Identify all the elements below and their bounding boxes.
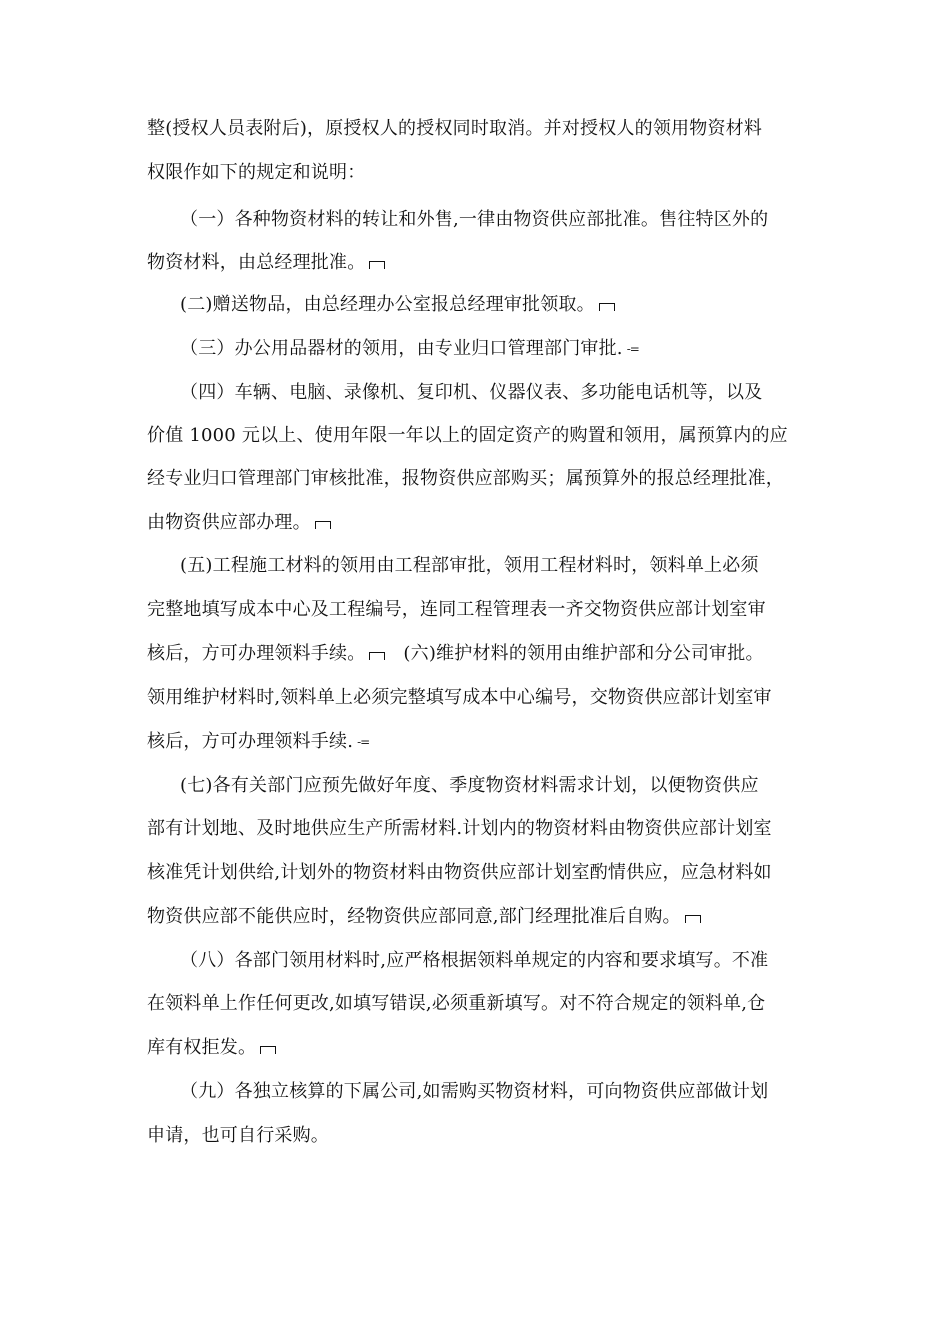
- line-text: 库有权拒发。: [147, 1037, 257, 1058]
- text-line: [147, 904, 701, 930]
- paragraph-mark-icon: [369, 652, 385, 660]
- line-text-tail: (六)维护材料的领用由维护部和分公司审批。: [403, 643, 764, 664]
- text-line: [147, 685, 772, 711]
- text-line: [180, 336, 639, 362]
- line-text: 部有计划地、及时地供应生产所需材料.计划内的物资材料由物资供应部计划室: [147, 818, 772, 839]
- text-line: [147, 1123, 329, 1149]
- line-text: （九）各独立核算的下属公司,如需购买物资材料，可向物资供应部做计划: [180, 1081, 769, 1102]
- line-text: （三）办公用品器材的领用，由专业归口管理部门审批.: [180, 338, 623, 359]
- line-text: 核后，方可办理领料手续。: [147, 643, 366, 664]
- line-text: （一）各种物资材料的转让和外售,一律由物资供应部批准。售往特区外的: [180, 209, 769, 230]
- line-text: 经专业归口管理部门审核批准，报物资供应部购买；属预算外的报总经理批准，: [147, 468, 784, 489]
- line-text: (二)赠送物品，由总经理办公室报总经理审批领取。: [180, 294, 595, 315]
- text-line: [147, 510, 331, 536]
- text-line: [147, 116, 762, 142]
- paragraph-mark-icon: [315, 521, 331, 529]
- line-text: （八）各部门领用材料时,应严格根据领料单规定的内容和要求填写。不准: [180, 950, 769, 971]
- line-text: 核后，方可办理领料手续.: [147, 731, 354, 752]
- text-line: [180, 553, 759, 579]
- line-text: 领用维护材料时,领料单上必须完整填写成本中心编号，交物资供应部计划室审: [147, 687, 772, 708]
- text-line: [147, 729, 369, 755]
- text-line: [180, 380, 762, 406]
- text-line: [147, 816, 772, 842]
- line-text: 完整地填写成本中心及工程编号，连同工程管理表一齐交物资供应部计划室审: [147, 599, 766, 620]
- paragraph-mark-icon: -=: [357, 735, 370, 749]
- paragraph-mark-icon: [685, 915, 701, 923]
- text-line: [147, 466, 784, 492]
- text-line: [147, 991, 765, 1017]
- line-text: 权限作如下的规定和说明：: [147, 162, 366, 183]
- line-text: (七)各有关部门应预先做好年度、季度物资材料需求计划，以便物资供应: [180, 775, 759, 796]
- line-text: 物资供应部不能供应时，经物资供应部同意,部门经理批准后自购。: [147, 906, 681, 927]
- line-text: 物资材料，由总经理批准。: [147, 252, 366, 273]
- text-line: [180, 207, 768, 233]
- text-line: [180, 1079, 768, 1105]
- text-line: [147, 860, 772, 886]
- paragraph-mark-icon: [369, 261, 385, 269]
- text-line: [180, 948, 768, 974]
- line-text: 价值 1000 元以上、使用年限一年以上的固定资产的购置和领用，属预算内的应: [147, 425, 788, 446]
- text-line: [147, 597, 766, 623]
- paragraph-mark-icon: [599, 303, 615, 311]
- paragraph-mark-icon: [260, 1046, 276, 1054]
- text-line: [147, 250, 385, 276]
- line-text: 整(授权人员表附后)，原授权人的授权同时取消。并对授权人的领用物资材料: [147, 118, 763, 139]
- line-text: 申请，也可自行采购。: [147, 1125, 329, 1146]
- line-text: 由物资供应部办理。: [147, 512, 311, 533]
- line-text: 在领料单上作任何更改,如填写错误,必须重新填写。对不符合规定的领料单,仓: [147, 993, 766, 1014]
- line-text: 核准凭计划供给,计划外的物资材料由物资供应部计划室酌情供应，应急材料如: [147, 862, 772, 883]
- text-line: [147, 641, 764, 667]
- line-text: （四）车辆、电脑、录像机、复印机、仪器仪表、多功能电话机等，以及: [180, 382, 763, 403]
- text-line: [147, 1035, 276, 1061]
- text-line: [147, 423, 788, 449]
- text-line: [147, 160, 365, 186]
- text-line: [180, 773, 759, 799]
- line-text: (五)工程施工材料的领用由工程部审批，领用工程材料时，领料单上必须: [180, 555, 759, 576]
- text-line: [180, 292, 615, 318]
- paragraph-mark-icon: -=: [626, 342, 639, 356]
